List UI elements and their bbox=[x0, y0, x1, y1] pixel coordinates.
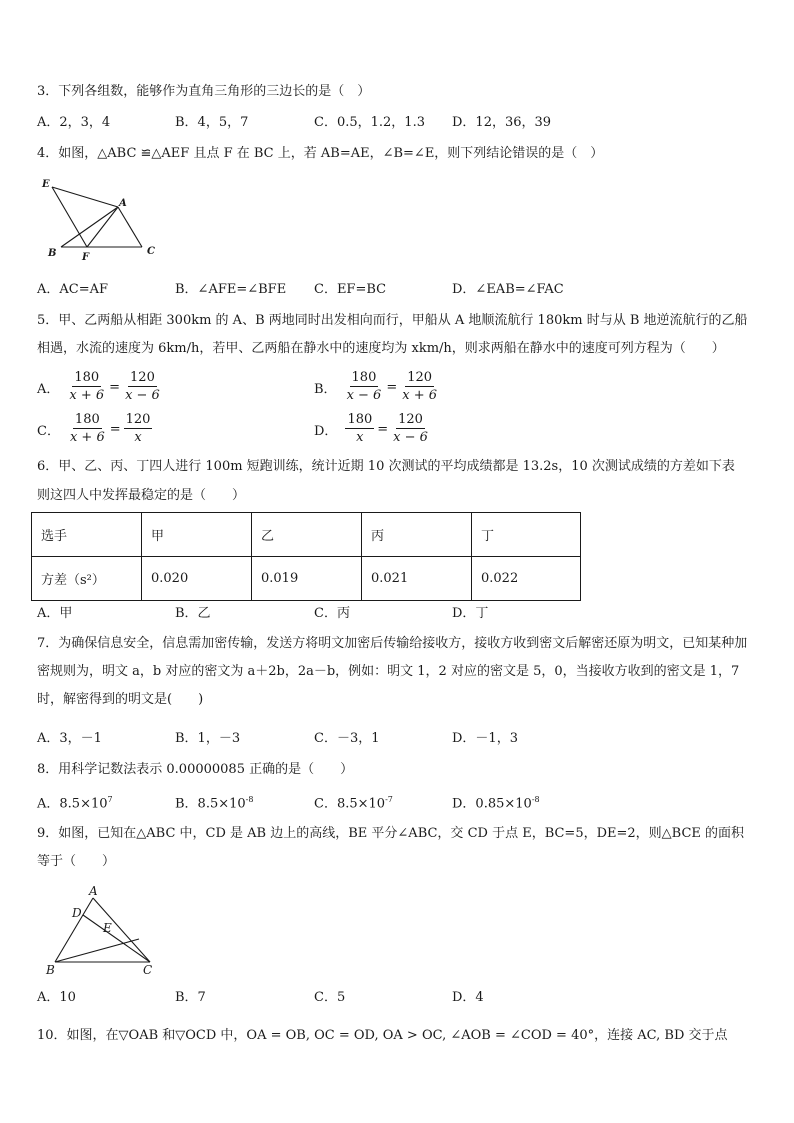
table-row bbox=[32, 557, 581, 601]
option-a: A．10 bbox=[37, 990, 76, 1005]
option-d: D．－1，3 bbox=[452, 731, 518, 746]
option-label: A． bbox=[37, 381, 60, 397]
table-cell: 方差（s²） bbox=[32, 557, 142, 601]
denominator: x bbox=[356, 429, 364, 445]
option-c bbox=[37, 409, 152, 449]
label-a: A bbox=[89, 884, 98, 898]
label-c: C bbox=[143, 963, 153, 977]
fraction bbox=[345, 412, 374, 447]
table-cell: 丁 bbox=[472, 513, 581, 557]
numerator: 120 bbox=[407, 369, 433, 385]
question-9-stem: 9．如图，已知在△ABC 中，CD 是 AB 边上的高线，BE 平分∠ABC，交 CD 于点 E，BC=5，DE=2，则△BCE 的面积等于（ ） bbox=[37, 826, 745, 869]
option-b bbox=[314, 367, 439, 407]
question-9-figure bbox=[40, 882, 165, 977]
option-a: A．2，3，4 bbox=[37, 115, 111, 130]
denominator: x − 6 bbox=[125, 387, 160, 403]
numerator: 180 bbox=[74, 411, 100, 427]
variance-table bbox=[31, 512, 581, 601]
label-e: E bbox=[42, 179, 50, 190]
option-d bbox=[314, 409, 430, 449]
label-a: A bbox=[119, 198, 127, 209]
table-cell: 丙 bbox=[362, 513, 472, 557]
option-text: C．8.5×10 bbox=[314, 796, 386, 812]
option-c: C．5 bbox=[314, 990, 346, 1005]
equals-sign: = bbox=[109, 421, 121, 437]
label-b: B bbox=[46, 963, 55, 977]
option-b: B．4，5，7 bbox=[175, 115, 249, 130]
numerator: 120 bbox=[130, 369, 155, 385]
table-cell: 乙 bbox=[252, 513, 362, 557]
equals-sign: = bbox=[109, 379, 121, 395]
option-a: A．甲 bbox=[37, 606, 73, 621]
option-label: D． bbox=[314, 423, 338, 439]
question-6-options bbox=[37, 605, 737, 623]
table-cell: 0.022 bbox=[472, 557, 581, 601]
fraction bbox=[123, 370, 162, 405]
question-4-options bbox=[37, 281, 737, 299]
question-7-options bbox=[37, 730, 737, 748]
option-a: A．AC=AF bbox=[37, 282, 109, 297]
exponent: -7 bbox=[385, 795, 393, 804]
option-label: C． bbox=[37, 423, 60, 439]
question-5-options-row2 bbox=[37, 409, 757, 449]
numerator: 120 bbox=[398, 411, 423, 427]
question-9-options bbox=[37, 989, 737, 1007]
option-a bbox=[37, 791, 113, 813]
option-label: B． bbox=[314, 381, 337, 397]
exponent: 7 bbox=[107, 795, 113, 804]
table-cell: 0.019 bbox=[252, 557, 362, 601]
question-10-stem: 10．如图，在▽OAB 和▽OCD 中，OA = OB, OC = OD, OA > OC, ∠AOB = ∠COD = 40°，连接 AC, BD 交于点 bbox=[37, 1028, 728, 1043]
label-c: C bbox=[147, 246, 155, 257]
option-c: C．－3，1 bbox=[314, 731, 380, 746]
option-b bbox=[175, 791, 253, 813]
denominator: x bbox=[134, 429, 142, 445]
numerator: 180 bbox=[347, 411, 373, 427]
question-5-stem: 5．甲、乙两船从相距 300km 的 A、B 两地同时出发相向而行，甲船从 A 地顺流航行 180km 时与从 B 地逆流航行的乙船相遇，水流的速度为 6km/h，若甲、乙两船在静水中的速度均为 xkm/h，则求两船在静水中的速度可列方程为（ ） bbox=[37, 313, 748, 356]
option-text: D．0.85×10 bbox=[452, 796, 532, 812]
denominator: x + 6 bbox=[402, 387, 437, 403]
question-8-options bbox=[37, 791, 737, 812]
question-3-stem: 3．下列各组数，能够作为直角三角形的三边长的是（ ） bbox=[37, 84, 371, 99]
table-header-row bbox=[32, 513, 581, 557]
option-b: B．∠AFE=∠BFE bbox=[175, 282, 287, 297]
numerator: 180 bbox=[351, 369, 377, 385]
table-cell: 甲 bbox=[142, 513, 252, 557]
table-cell: 0.020 bbox=[142, 557, 252, 601]
label-d: D bbox=[72, 906, 82, 920]
option-d: D．12，36，39 bbox=[452, 115, 552, 130]
question-3-options bbox=[37, 114, 737, 132]
exponent: -8 bbox=[245, 795, 254, 804]
exponent: -8 bbox=[531, 795, 540, 804]
fraction bbox=[391, 412, 430, 447]
option-a bbox=[37, 367, 162, 407]
option-c: C．EF=BC bbox=[314, 282, 387, 297]
label-e: E bbox=[103, 921, 112, 935]
numerator: 180 bbox=[74, 369, 100, 385]
option-c: C．0.5，1.2，1.3 bbox=[314, 115, 425, 130]
question-4-figure bbox=[37, 172, 167, 264]
question-6-stem-line1: 6．甲、乙、丙、丁四人进行 100m 短跑训练，统计近期 10 次测试的平均成绩都是 13.2s，10 次测试成绩的方差如下表 bbox=[37, 459, 735, 474]
option-b: B．1，－3 bbox=[175, 731, 241, 746]
question-7-stem: 7．为确保信息安全，信息需加密传输，发送方将明文加密后传输给接收方，接收方收到密文后解密还原为明文，已知某种加密规则为，明文 a，b 对应的密文为 a＋2b，2a－b，例如：明文 1，2 对应的密文是 5，0，当接收方收到的密文是 1，7 时，解密得到的明文是( ) bbox=[37, 636, 748, 707]
option-b: B．7 bbox=[175, 990, 206, 1005]
table-cell: 选手 bbox=[32, 513, 142, 557]
denominator: x − 6 bbox=[393, 429, 428, 445]
denominator: x + 6 bbox=[69, 387, 105, 403]
option-b: B．乙 bbox=[175, 606, 211, 621]
option-d: D．∠EAB=∠FAC bbox=[452, 282, 564, 297]
fraction bbox=[345, 370, 384, 405]
option-d bbox=[452, 791, 540, 813]
equals-sign: = bbox=[377, 421, 389, 437]
fraction bbox=[68, 412, 107, 447]
option-text: B．8.5×10 bbox=[175, 796, 246, 812]
label-f: F bbox=[82, 252, 90, 263]
numerator: 120 bbox=[125, 411, 151, 427]
fraction bbox=[400, 370, 439, 405]
option-c bbox=[314, 791, 393, 813]
option-d: D．丁 bbox=[452, 606, 489, 621]
fraction bbox=[67, 370, 106, 405]
option-a: A．3，－1 bbox=[37, 731, 102, 746]
label-b: B bbox=[48, 248, 57, 259]
question-6-stem-line2: 则这四人中发挥最稳定的是（ ） bbox=[37, 488, 246, 503]
option-text: A．8.5×10 bbox=[37, 796, 108, 812]
equals-sign: = bbox=[386, 379, 398, 395]
table-cell: 0.021 bbox=[362, 557, 472, 601]
question-4-stem: 4．如图，△ABC ≌△AEF 且点 F 在 BC 上，若 AB=AE，∠B=∠E，则下列结论错误的是（ ） bbox=[37, 146, 604, 161]
denominator: x + 6 bbox=[69, 429, 105, 445]
question-5-options-row1 bbox=[37, 367, 757, 407]
option-d: D．4 bbox=[452, 990, 484, 1005]
fraction bbox=[124, 412, 153, 447]
question-8-stem: 8．用科学记数法表示 0.00000085 正确的是（ ） bbox=[37, 762, 354, 777]
option-c: C．丙 bbox=[314, 606, 350, 621]
denominator: x − 6 bbox=[346, 387, 382, 403]
